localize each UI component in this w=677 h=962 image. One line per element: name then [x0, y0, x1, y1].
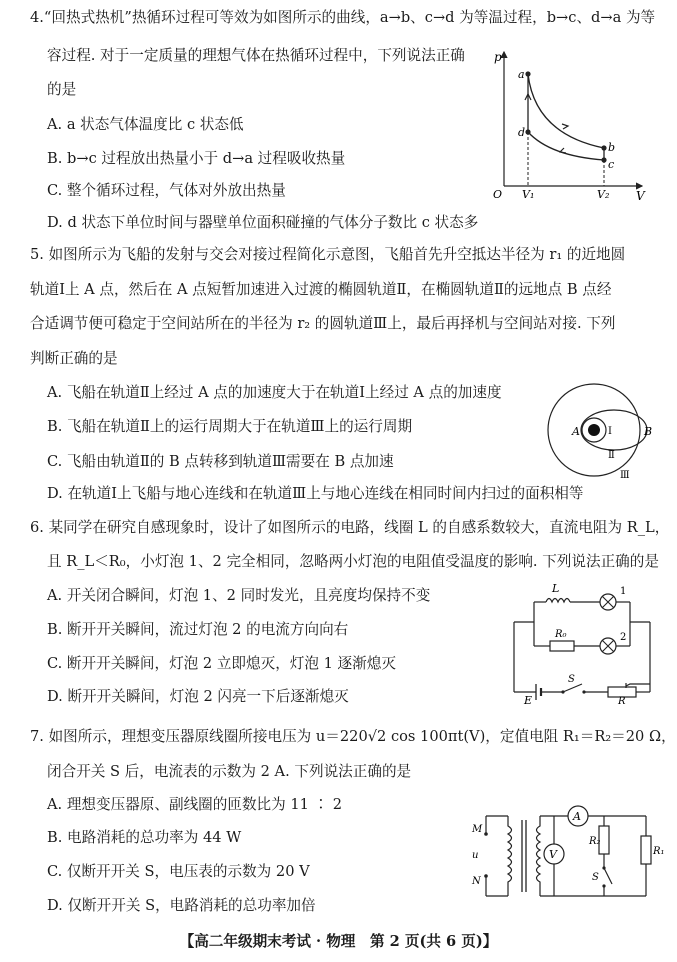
q6-lamp-2-label: 2 — [620, 632, 627, 643]
q4-option-a[interactable]: A. a 状态气体温度比 c 状态低 — [47, 116, 244, 133]
q4-pv-diagram — [490, 44, 650, 203]
q6-battery-label: E — [524, 694, 533, 707]
q4-stem-line-3: 的是 — [47, 81, 77, 98]
q4-point-c: c — [608, 158, 615, 171]
q7-stem-line-2: 闭合开关 S 后，电流表的示数为 2 A. 下列说法正确的是 — [47, 763, 412, 780]
q7-resistor-r2-label: R₂ — [589, 836, 601, 847]
q4-option-d[interactable]: D. d 状态下单位时间与器壁单位面积碰撞的气体分子数比 c 状态多 — [47, 214, 479, 231]
q5-orbit-2-label: Ⅱ — [608, 450, 615, 461]
q7-option-b[interactable]: B. 电路消耗的总功率为 44 W — [47, 829, 242, 846]
q7-terminal-m: M — [472, 824, 483, 835]
q5-stem-line-3: 合适调节便可稳定于空间站所在的半径为 r₂ 的圆轨道Ⅲ上，最后再择机与空间站对接. 下列 — [30, 315, 616, 332]
q6-rheostat-label: R — [618, 696, 626, 707]
q6-option-b[interactable]: B. 断开开关瞬间，流过灯泡 2 的电流方向向右 — [47, 621, 349, 638]
q7-terminal-n: N — [472, 876, 481, 887]
q5-stem-line-1: 5. 如图所示为飞船的发射与交会对接过程简化示意图，飞船首先升空抵达半径为 r₁ 的近地圆 — [30, 246, 626, 263]
q5-point-a: A — [572, 425, 580, 438]
q4-v1-label: V₁ — [522, 188, 535, 201]
q5-option-c[interactable]: C. 飞船由轨道Ⅱ的 B 点转移到轨道Ⅲ需要在 B 点加速 — [47, 453, 394, 470]
q5-orbit-3-label: Ⅲ — [620, 470, 630, 481]
q7-transformer-diagram — [468, 796, 663, 916]
q7-ammeter-label: A — [573, 810, 581, 823]
q7-switch-label: S — [592, 872, 599, 883]
q7-voltmeter-label: V — [549, 848, 557, 861]
q4-stem-line-1: 4.“回热式热机”热循环过程可等效为如图所示的曲线，a→b、c→d 为等温过程，b→c、d→a 为等 — [30, 9, 656, 26]
q4-axis-p: p — [494, 50, 502, 64]
q5-option-a[interactable]: A. 飞船在轨道Ⅱ上经过 A 点的加速度大于在轨道Ⅰ上经过 A 点的加速度 — [47, 384, 502, 401]
q7-option-d[interactable]: D. 仅断开开关 S，电路消耗的总功率加倍 — [47, 897, 316, 914]
q6-switch-label: S — [568, 674, 575, 685]
q4-origin: O — [493, 188, 503, 201]
q4-point-b: b — [608, 141, 616, 154]
q6-option-c[interactable]: C. 断开开关瞬间，灯泡 2 立即熄灭，灯泡 1 逐渐熄灭 — [47, 655, 396, 672]
q7-option-c[interactable]: C. 仅断开开关 S，电压表的示数为 20 V — [47, 863, 310, 880]
q6-option-d[interactable]: D. 断开开关瞬间，灯泡 2 闪亮一下后逐渐熄灭 — [47, 688, 349, 705]
q5-stem-line-4: 判断正确的是 — [30, 350, 118, 367]
q5-option-b[interactable]: B. 飞船在轨道Ⅱ上的运行周期大于在轨道Ⅲ上的运行周期 — [47, 418, 413, 435]
q6-lamp-1-label: 1 — [620, 586, 627, 597]
q6-resistor-r0-label: R₀ — [555, 629, 567, 640]
q4-point-d: d — [518, 126, 526, 139]
q4-stem-line-2: 容过程. 对于一定质量的理想气体在热循环过程中，下列说法正确 — [47, 47, 465, 64]
q7-voltage-u: u — [472, 850, 479, 861]
q4-axis-v: V — [636, 189, 645, 203]
q4-option-b[interactable]: B. b→c 过程放出热量小于 d→a 过程吸收热量 — [47, 150, 346, 167]
q6-option-a[interactable]: A. 开关闭合瞬间，灯泡 1、2 同时发光，且亮度均保持不变 — [47, 587, 431, 604]
q6-stem-line-2: 且 R_L＜R₀，小灯泡 1、2 完全相同，忽略两小灯泡的电阻值受温度的影响. 下列说法正确的是 — [47, 553, 659, 570]
q5-point-b: B — [644, 425, 653, 438]
page-footer: 【高二年级期末考试 · 物理 第 2 页(共 6 页)】 — [179, 933, 498, 950]
q4-option-c[interactable]: C. 整个循环过程，气体对外放出热量 — [47, 182, 286, 199]
q6-stem-line-1: 6. 某同学在研究自感现象时，设计了如图所示的电路，线圈 L 的自感系数较大，直流电阻为 R_L， — [30, 519, 670, 536]
q6-circuit-diagram — [500, 580, 665, 705]
q7-stem-line-1: 7. 如图所示，理想变压器原线圈所接电压为 u＝220√2 cos 100πt(V)，定值电阻 R₁＝R₂＝20 Ω， — [30, 728, 676, 745]
q4-point-a: a — [518, 68, 525, 81]
q7-option-a[interactable]: A. 理想变压器原、副线圈的匝数比为 11 ∶ 2 — [47, 796, 343, 813]
q5-stem-line-2: 轨道Ⅰ上 A 点，然后在 A 点短暂加速进入过渡的椭圆轨道Ⅱ，在椭圆轨道Ⅱ的远地点 B 点经 — [30, 281, 612, 298]
q7-resistor-r1-label: R₁ — [653, 846, 665, 857]
q6-coil-label: L — [552, 582, 560, 595]
q5-orbit-1-label: Ⅰ — [608, 426, 612, 437]
q4-v2-label: V₂ — [597, 188, 610, 201]
q5-orbit-diagram — [540, 372, 660, 484]
q5-option-d[interactable]: D. 在轨道Ⅰ上飞船与地心连线和在轨道Ⅲ上与地心连线在相同时间内扫过的面积相等 — [47, 485, 584, 502]
